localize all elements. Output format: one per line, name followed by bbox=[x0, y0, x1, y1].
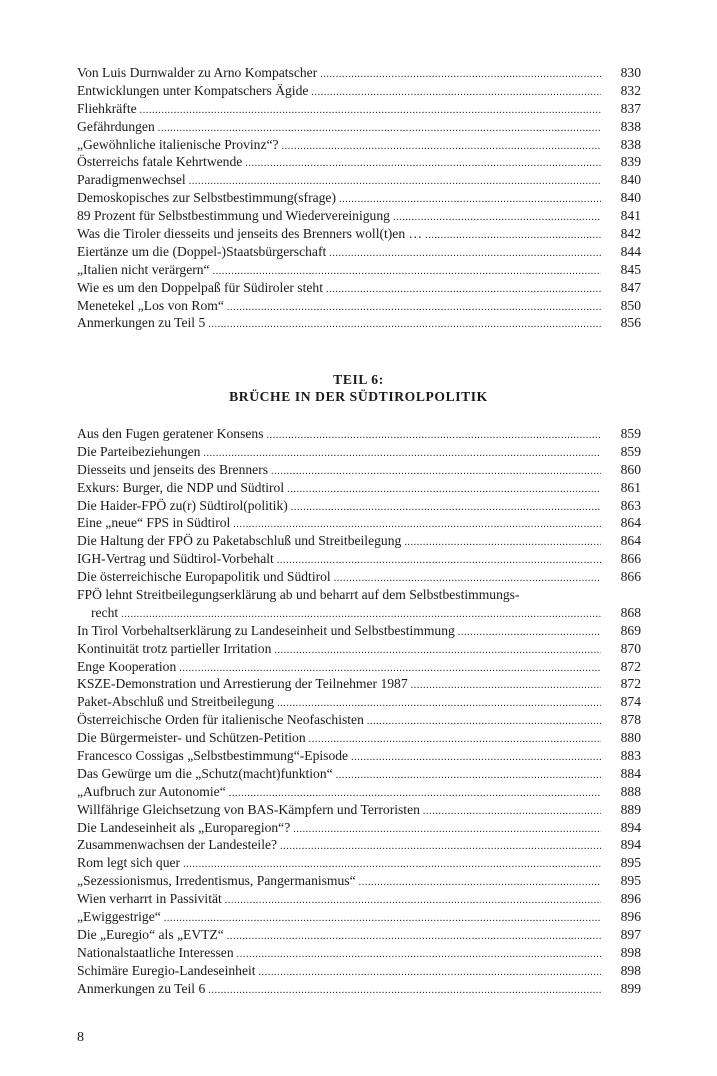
toc-entry bbox=[77, 136, 641, 154]
toc-entry-page: 868 bbox=[620, 604, 641, 620]
toc-entry bbox=[77, 297, 641, 315]
toc-entry bbox=[77, 980, 641, 998]
toc-entry-title: In Tirol Vorbehaltserklärung zu Landeseinheit und Selbstbestimmung bbox=[77, 622, 455, 638]
toc-entry-title: „Ewiggestrige“ bbox=[77, 909, 161, 925]
toc-entry-page: 830 bbox=[620, 65, 641, 80]
toc-entry-page: 869 bbox=[620, 622, 641, 638]
dot-leader bbox=[458, 624, 601, 642]
toc-entry bbox=[77, 944, 641, 962]
toc-entry-page: 878 bbox=[620, 712, 641, 728]
toc-entry-title: Die Bürgermeister- und Schützen-Petition bbox=[77, 730, 306, 746]
toc-entry-page: 889 bbox=[620, 801, 641, 817]
toc-entry-title: Paket-Abschluß und Streitbeilegung bbox=[77, 694, 275, 710]
toc-entry bbox=[77, 243, 641, 261]
toc-entry bbox=[77, 783, 641, 801]
toc-entry bbox=[77, 747, 641, 765]
toc-entry-title: Die „Euregio“ als „EVTZ“ bbox=[77, 926, 224, 942]
dot-leader bbox=[293, 821, 601, 839]
toc-entry-page: 838 bbox=[620, 136, 641, 152]
toc-entry bbox=[77, 658, 641, 676]
toc-entry bbox=[77, 461, 641, 479]
toc-entry-title: FPÖ lehnt Streitbeilegungserklärung ab und beharrt auf dem Selbstbestimmungs- bbox=[77, 587, 520, 603]
toc-entry-page: 850 bbox=[620, 297, 641, 313]
dot-leader bbox=[320, 66, 601, 84]
toc-entry-title: Schimäre Euregio-Landeseinheit bbox=[77, 962, 256, 978]
toc-entry-title: Das Gewürge um die „Schutz(macht)funktion“ bbox=[77, 765, 333, 781]
toc-entry bbox=[77, 532, 641, 550]
toc-entry-title: Rom legt sich quer bbox=[77, 855, 181, 871]
toc-entry-title: Willfährige Gleichsetzung von BAS-Kämpfern und Terroristen bbox=[77, 801, 420, 817]
toc-entry-page: 863 bbox=[620, 497, 641, 513]
dot-leader bbox=[425, 227, 601, 245]
toc-entry-page: 842 bbox=[620, 226, 641, 242]
toc-entry bbox=[77, 801, 641, 819]
toc-entry-page: 832 bbox=[620, 82, 641, 98]
dot-leader bbox=[267, 427, 602, 445]
toc-entry-title: Eine „neue“ FPS in Südtirol bbox=[77, 515, 231, 531]
toc-entry bbox=[77, 711, 641, 729]
part-number-heading: TEIL 6: bbox=[333, 372, 384, 387]
toc-entry-page: 841 bbox=[620, 208, 641, 224]
toc-entry-page: 895 bbox=[620, 873, 641, 889]
dot-leader bbox=[280, 838, 601, 856]
toc-entry-page: 872 bbox=[620, 658, 641, 674]
toc-entry bbox=[77, 279, 641, 297]
toc-entry-page: 895 bbox=[620, 855, 641, 871]
toc-entry-title: „Italien nicht verärgern“ bbox=[77, 261, 210, 277]
toc-entry bbox=[77, 443, 641, 461]
toc-entry bbox=[77, 836, 641, 854]
toc-entry bbox=[77, 640, 641, 658]
toc-entry-page: 898 bbox=[620, 944, 641, 960]
toc-entry-title: Anmerkungen zu Teil 5 bbox=[77, 315, 206, 331]
toc-entry bbox=[77, 908, 641, 926]
dot-leader bbox=[404, 534, 601, 552]
dot-leader bbox=[291, 499, 601, 517]
toc-entry-title: KSZE-Demonstration und Arrestierung der Teilnehmer 1987 bbox=[77, 676, 408, 692]
toc-entry-page: 844 bbox=[620, 243, 641, 259]
toc-entry-title: Menetekel „Los von Rom“ bbox=[77, 297, 224, 313]
dot-leader bbox=[326, 281, 601, 299]
toc-entry-title: „Sezessionismus, Irredentismus, Pangermanismus“ bbox=[77, 873, 356, 889]
toc-entry bbox=[77, 261, 641, 279]
toc-entry bbox=[77, 872, 641, 890]
dot-leader bbox=[208, 316, 601, 334]
page-number: 8 bbox=[77, 1030, 84, 1045]
toc-entry-page: 866 bbox=[620, 551, 641, 567]
toc-entry-page: 856 bbox=[620, 315, 641, 331]
toc-entry bbox=[77, 765, 641, 783]
toc-entry-title: Paradigmenwechsel bbox=[77, 172, 186, 188]
dot-leader bbox=[208, 982, 601, 1000]
toc-entry-title: Zusammenwachsen der Landesteile? bbox=[77, 837, 278, 853]
dot-leader bbox=[227, 928, 601, 946]
dot-leader bbox=[359, 874, 601, 892]
toc-entry-title: Eiertänze um die (Doppel-)Staatsbürgerschaft bbox=[77, 243, 327, 259]
toc-entry-title: Aus den Fugen geratener Konsens bbox=[77, 426, 264, 441]
toc-entry-page: 864 bbox=[620, 533, 641, 549]
dot-leader bbox=[274, 642, 601, 660]
toc-section-part6 bbox=[77, 425, 641, 998]
toc-entry bbox=[77, 854, 641, 872]
dot-leader bbox=[287, 481, 601, 499]
toc-entry bbox=[77, 926, 641, 944]
toc-entry bbox=[77, 622, 641, 640]
toc-entry bbox=[77, 729, 641, 747]
dot-leader bbox=[423, 803, 601, 821]
dot-leader bbox=[336, 767, 601, 785]
dot-leader bbox=[140, 102, 601, 120]
toc-entry-title: Anmerkungen zu Teil 6 bbox=[77, 980, 206, 996]
toc-entry bbox=[77, 693, 641, 711]
dot-leader bbox=[329, 245, 601, 263]
part-title-heading: BRÜCHE IN DER SÜDTIROLPOLITIK bbox=[229, 389, 488, 404]
toc-entry-page: 837 bbox=[620, 100, 641, 116]
toc-entry-title: 89 Prozent für Selbstbestimmung und Wiedervereinigung bbox=[77, 208, 390, 224]
toc-entry-title: Die Haider-FPÖ zu(r) Südtirol(politik) bbox=[77, 497, 288, 513]
toc-entry-title: recht bbox=[91, 604, 119, 620]
toc-entry-page: 897 bbox=[620, 926, 641, 942]
toc-entry bbox=[77, 118, 641, 136]
toc-entry-page: 884 bbox=[620, 765, 641, 781]
toc-entry bbox=[77, 550, 641, 568]
toc-entry-title: Österreichs fatale Kehrtwende bbox=[77, 154, 243, 170]
toc-entry bbox=[77, 189, 641, 207]
toc-entry-title: Francesco Cossigas „Selbstbestimmung“-Episode bbox=[77, 748, 349, 764]
toc-section-part5 bbox=[77, 64, 641, 332]
toc-entry-title: Demoskopisches zur Selbstbestimmung(sfrage) bbox=[77, 190, 336, 206]
dot-leader bbox=[225, 892, 601, 910]
toc-entry bbox=[77, 568, 641, 586]
toc-entry-title: Exkurs: Burger, die NDP und Südtirol bbox=[77, 479, 285, 495]
toc-entry-page: 883 bbox=[620, 748, 641, 764]
toc-entry-page: 860 bbox=[620, 461, 641, 477]
toc-entry bbox=[77, 962, 641, 980]
toc-entry-page: 847 bbox=[620, 279, 641, 295]
dot-leader bbox=[245, 155, 601, 173]
toc-entry-title: Gefährdungen bbox=[77, 118, 155, 134]
toc-entry bbox=[77, 586, 641, 604]
toc-entry-page: 896 bbox=[620, 909, 641, 925]
toc-entry bbox=[77, 64, 641, 82]
toc-entry-title: Entwicklungen unter Kompatschers Ägide bbox=[77, 82, 309, 98]
dot-leader bbox=[411, 677, 601, 695]
toc-entry bbox=[77, 314, 641, 332]
toc-entry bbox=[77, 207, 641, 225]
toc-entry-page: 898 bbox=[620, 962, 641, 978]
toc-entry-page: 896 bbox=[620, 891, 641, 907]
toc-entry bbox=[77, 171, 641, 189]
toc-entry-title: Fliehkräfte bbox=[77, 100, 137, 116]
toc-entry bbox=[77, 100, 641, 118]
toc-entry-page: 839 bbox=[620, 154, 641, 170]
toc-entry-page: 870 bbox=[620, 640, 641, 656]
toc-entry-page: 859 bbox=[620, 426, 641, 441]
toc-entry-continuation bbox=[77, 604, 641, 622]
toc-entry bbox=[77, 153, 641, 171]
toc-entry-page: 859 bbox=[620, 443, 641, 459]
toc-entry bbox=[77, 819, 641, 837]
dot-leader bbox=[282, 138, 601, 156]
toc-entry-title: Die Parteibeziehungen bbox=[77, 443, 201, 459]
toc-entry-title: Diesseits und jenseits des Brenners bbox=[77, 461, 269, 477]
toc-entry bbox=[77, 225, 641, 243]
toc-entry bbox=[77, 479, 641, 497]
toc-entry-page: 874 bbox=[620, 694, 641, 710]
dot-leader bbox=[271, 463, 601, 481]
toc-entry-page: 880 bbox=[620, 730, 641, 746]
toc-entry-title: Die Landeseinheit als „Europaregion“? bbox=[77, 819, 291, 835]
dot-leader bbox=[367, 713, 601, 731]
toc-entry bbox=[77, 82, 641, 100]
toc-entry-title: Kontinuität trotz partieller Irritation bbox=[77, 640, 272, 656]
dot-leader bbox=[237, 946, 601, 964]
toc-entry-page: 872 bbox=[620, 676, 641, 692]
toc-entry-page: 864 bbox=[620, 515, 641, 531]
toc-entry-title: Die Haltung der FPÖ zu Paketabschluß und Streitbeilegung bbox=[77, 533, 402, 549]
toc-entry-page: 899 bbox=[620, 980, 641, 996]
toc-entry-page: 861 bbox=[620, 479, 641, 495]
dot-leader bbox=[351, 749, 601, 767]
toc-entry bbox=[77, 497, 641, 515]
toc-entry-title: Was die Tiroler diesseits und jenseits des Brenners woll(t)en … bbox=[77, 226, 423, 242]
toc-entry-title: IGH-Vertrag und Südtirol-Vorbehalt bbox=[77, 551, 274, 567]
toc-entry-page: 838 bbox=[620, 118, 641, 134]
toc-entry-page: 840 bbox=[620, 190, 641, 206]
toc-entry-title: „Aufbruch zur Autonomie“ bbox=[77, 783, 226, 799]
toc-entry-page: 894 bbox=[620, 819, 641, 835]
toc-entry-title: Nationalstaatliche Interessen bbox=[77, 944, 234, 960]
toc-entry-page: 888 bbox=[620, 783, 641, 799]
dot-leader bbox=[227, 299, 601, 317]
toc-entry-title: Die österreichische Europapolitik und Südtirol bbox=[77, 569, 331, 585]
toc-entry-title: Enge Kooperation bbox=[77, 658, 177, 674]
toc-entry bbox=[77, 425, 641, 443]
dot-leader bbox=[309, 731, 601, 749]
toc-entry bbox=[77, 514, 641, 532]
toc-entry-title: „Gewöhnliche italienische Provinz“? bbox=[77, 136, 279, 152]
dot-leader bbox=[311, 84, 601, 102]
dot-leader bbox=[164, 910, 601, 928]
toc-entry-title: Österreichische Orden für italienische Neofaschisten bbox=[77, 712, 364, 728]
toc-entry bbox=[77, 890, 641, 908]
toc-entry-page: 845 bbox=[620, 261, 641, 277]
toc-entry-page: 894 bbox=[620, 837, 641, 853]
toc-entry-title: Von Luis Durnwalder zu Arno Kompatscher bbox=[77, 65, 318, 80]
toc-entry-page: 866 bbox=[620, 569, 641, 585]
toc-entry-title: Wie es um den Doppelpaß für Südiroler steht bbox=[77, 279, 323, 295]
dot-leader bbox=[259, 964, 601, 982]
toc-entry-page: 840 bbox=[620, 172, 641, 188]
toc-entry-title: Wien verharrt in Passivität bbox=[77, 891, 222, 907]
toc-entry bbox=[77, 675, 641, 693]
